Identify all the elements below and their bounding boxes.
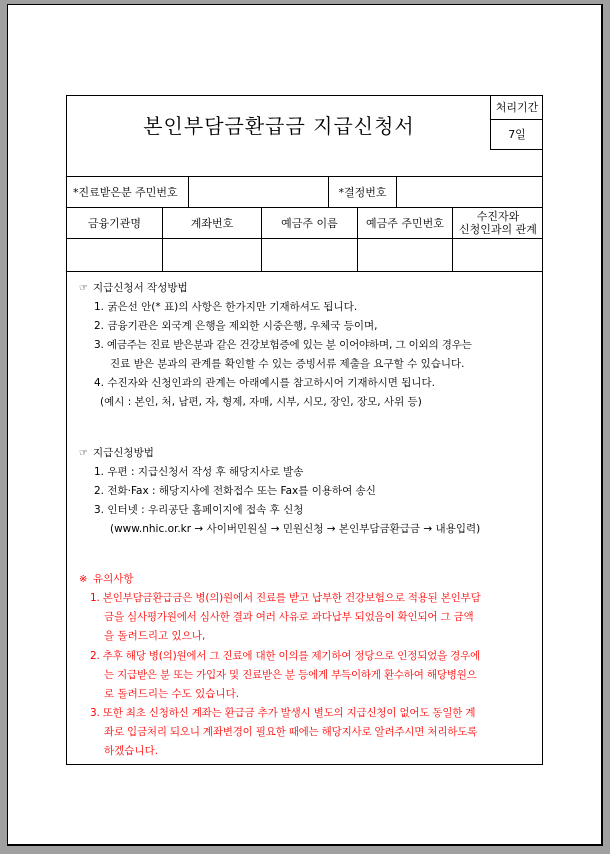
- relationship-label-line1: 수진자와: [476, 210, 520, 223]
- list-item: 을 돌려드리고 있으나,: [104, 630, 206, 642]
- website-link[interactable]: (www.nhic.or.kr → 사이버민원실 → 민원신청 → 본인부담금환급금 → 내용입력): [110, 523, 481, 535]
- decision-no-label: *결정번호: [338, 185, 387, 199]
- list-item: 금을 심사평가원에서 심사한 결과 여러 사유로 과다납부 되었음이 확인되어 그 금액: [104, 611, 474, 623]
- column-header-bank-name: 금융기관명: [87, 216, 142, 230]
- account-number-field[interactable]: [163, 239, 261, 271]
- divider: [67, 271, 543, 272]
- reference-mark-icon: ※: [79, 574, 88, 585]
- section-heading: ☞ 지급신청서 작성방법: [79, 282, 188, 294]
- column-header-account-number: 계좌번호: [190, 216, 234, 230]
- list-item: 로 돌려드리는 수도 있습니다.: [104, 688, 240, 700]
- relationship-field[interactable]: [453, 239, 543, 271]
- holder-id-field[interactable]: [358, 239, 452, 271]
- processing-period-value: 7일: [508, 128, 526, 141]
- list-item: (예시 : 본인, 처, 남편, 자, 형제, 자매, 시부, 시모, 장인, 장모, 사위 등): [100, 396, 422, 408]
- list-item: 는 지급받은 분 또는 가입자 및 진료받은 분 등에게 부득이하게 환수하여 해당병원으: [104, 669, 477, 681]
- application-form: [66, 95, 543, 765]
- list-item: 1. 굵은선 안(* 표)의 사항은 한가지만 기재하셔도 됩니다.: [94, 301, 358, 313]
- divider: [490, 149, 543, 150]
- processing-period-label: 처리기간: [495, 101, 539, 114]
- list-item: 4. 수진자와 신청인과의 관계는 아래예시를 참고하시어 기재하시면 됩니다.: [94, 377, 436, 389]
- patient-id-field[interactable]: [189, 177, 328, 207]
- list-item: 3. 인터넷 : 우리공단 홈페이지에 접속 후 신청: [94, 504, 304, 516]
- section-heading: ☞ 지급신청방법: [79, 447, 154, 459]
- holder-name-field[interactable]: [262, 239, 357, 271]
- page-title: 본인부담금환급금 지급신청서: [143, 114, 415, 138]
- column-header-holder-name: 예금주 이름: [281, 216, 338, 230]
- section-heading: ※ 유의사항: [79, 573, 134, 585]
- list-item: 1. 우편 : 지급신청서 작성 후 해당지사로 발송: [94, 466, 304, 478]
- column-header-relationship: [453, 208, 543, 238]
- list-item: 2. 전화·Fax : 해당지사에 전화접수 또는 Fax를 이용하여 송신: [94, 485, 376, 497]
- relationship-label-line2: 신청인과의 관계: [459, 223, 537, 236]
- bank-name-field[interactable]: [67, 239, 162, 271]
- column-header-holder-id: 예금주 주민번호: [366, 216, 444, 230]
- list-item: 2. 추후 해당 병(의)원에서 그 진료에 대한 이의를 제기하여 정당으로 인정되었을 경우에: [90, 650, 480, 662]
- decision-no-field[interactable]: [397, 177, 543, 207]
- patient-id-label: *진료받은분 주민번호: [73, 185, 178, 199]
- pointing-hand-icon: ☞: [79, 448, 88, 459]
- list-item: 2. 금융기관은 외국계 은행을 제외한 시중은행, 우체국 등이며,: [94, 320, 378, 332]
- list-item: 3. 또한 최초 신청하신 계좌는 환급금 추가 발생시 별도의 지급신청이 없어도 동일한 계: [90, 707, 476, 719]
- list-item: 진료 받은 분과의 관계를 확인할 수 있는 증빙서류 제출을 요구할 수 있습니다.: [110, 358, 465, 370]
- list-item: 3. 예금주는 진료 받은분과 같은 건강보험증에 있는 분 이어야하며, 그 이외의 경우는: [94, 339, 472, 351]
- list-item: 좌로 입금처리 되오니 계좌변경이 필요한 때에는 해당지사로 알려주시면 처리하도록: [104, 726, 478, 738]
- list-item: 1. 본인부담금환급금은 병(의)원에서 진료를 받고 납부한 건강보험으로 적용된 본인부담: [90, 592, 481, 604]
- list-item: 하겠습니다.: [104, 745, 159, 757]
- pointing-hand-icon: ☞: [79, 283, 88, 294]
